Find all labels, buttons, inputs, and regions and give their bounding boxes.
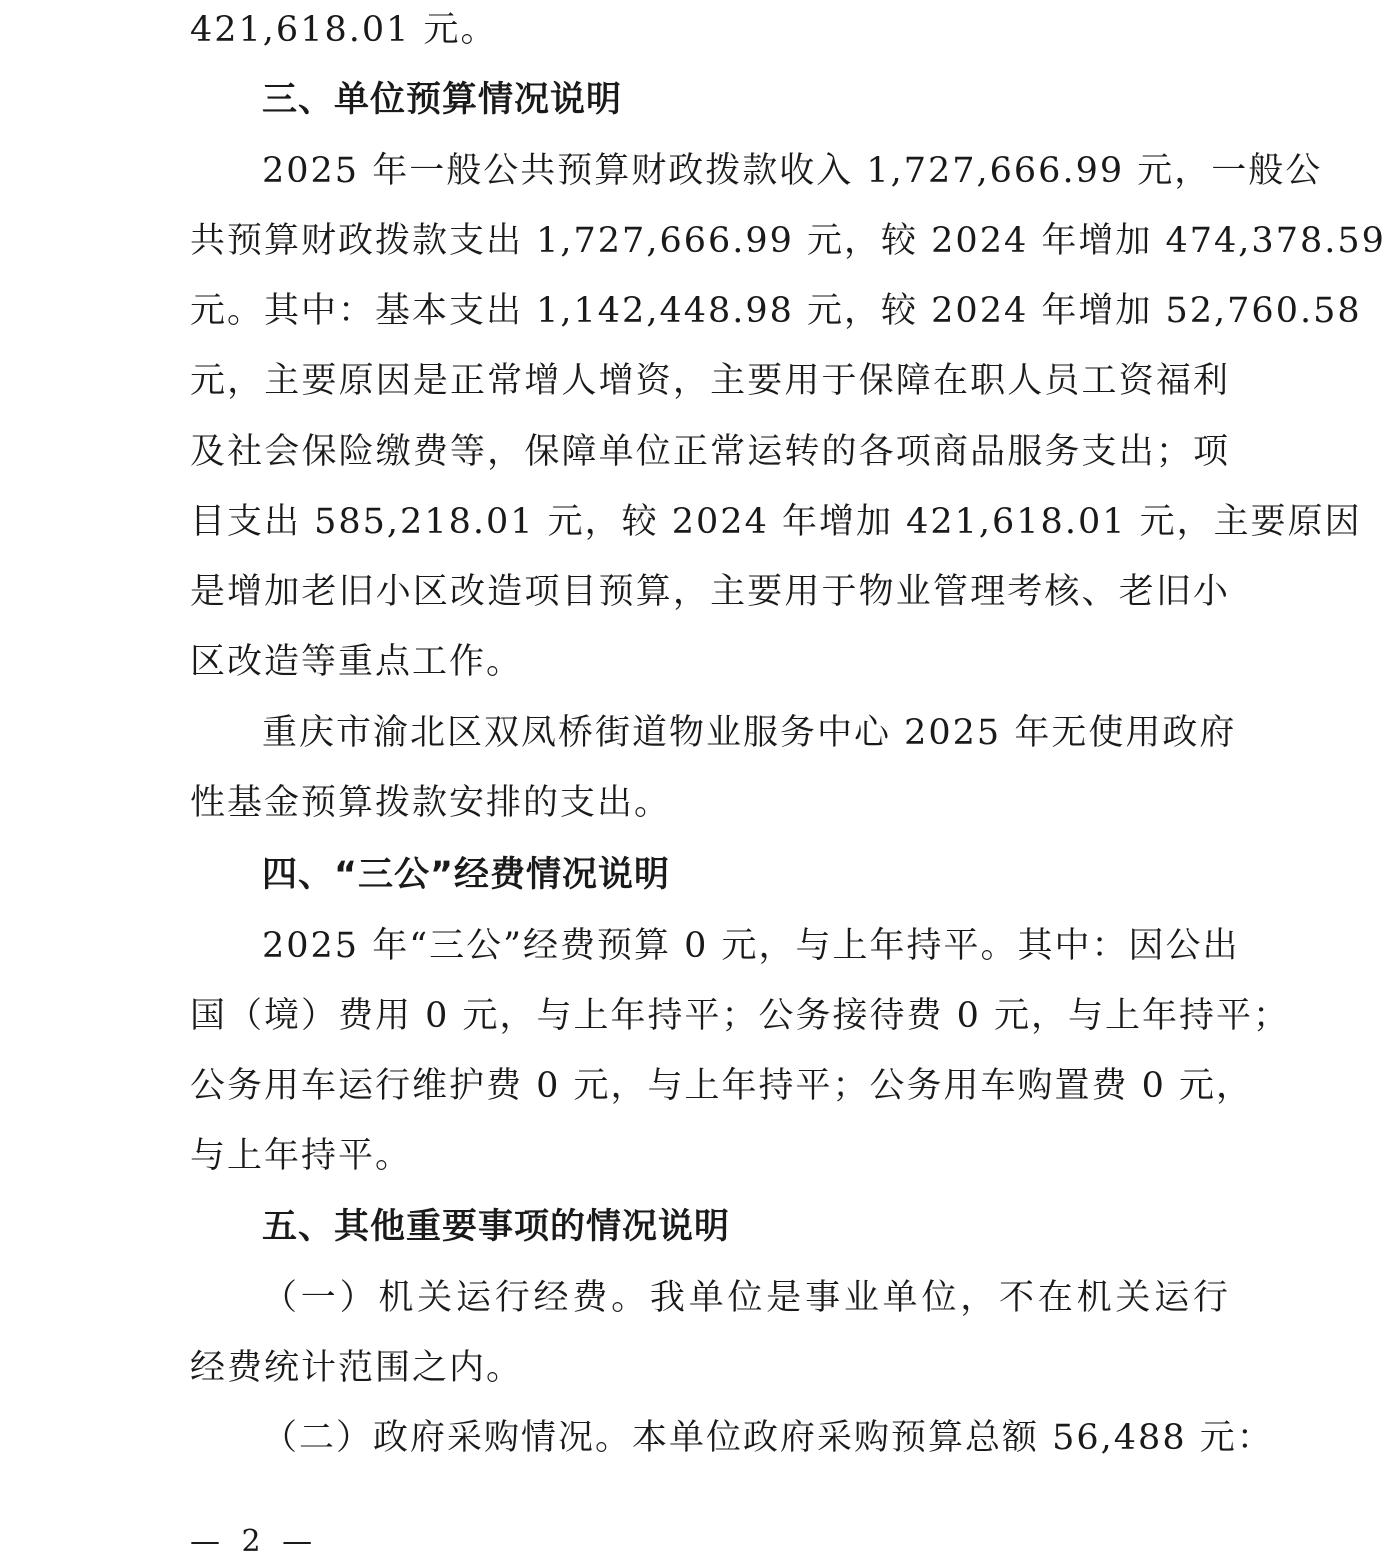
body-line: 是增加老旧小区改造项目预算，主要用于物业管理考核、老旧小 [190,572,1230,612]
page-number: — 2 — [190,1524,319,1559]
body-line: 共预算财政拨款支出 1,727,666.99 元，较 2024 年增加 474,378.59 [190,221,1386,261]
body-line: 区改造等重点工作。 [190,642,524,682]
body-line: 国（境）费用 0 元，与上年持平；公务接待费 0 元，与上年持平； [190,996,1291,1036]
body-line: 421,618.01 元。 [190,10,498,50]
body-line: 与上年持平。 [190,1136,413,1176]
body-line: 2025 年一般公共预算财政拨款收入 1,727,666.99 元，一般公 [262,151,1323,191]
body-line: 元。其中：基本支出 1,142,448.98 元，较 2024 年增加 52,760.58 [190,291,1362,331]
section-heading: 四、“三公”经费情况说明 [262,855,671,895]
body-line: 重庆市渝北区双凤桥街道物业服务中心 2025 年无使用政府 [262,713,1237,753]
body-line: 2025 年“三公”经费预算 0 元，与上年持平。其中：因公出 [262,926,1240,966]
body-line: 性基金预算拨款安排的支出。 [190,783,672,823]
body-line: 公务用车运行维护费 0 元，与上年持平；公务用车购置费 0 元， [190,1066,1254,1106]
body-line: 及社会保险缴费等，保障单位正常运转的各项商品服务支出；项 [190,432,1230,472]
body-line: 目支出 585,218.01 元，较 2024 年增加 421,618.01 元，主要原因 [190,502,1362,542]
body-line: 经费统计范围之内。 [190,1348,524,1388]
section-heading: 三、单位预算情况说明 [262,80,623,120]
body-line: （二）政府采购情况。本单位政府采购预算总额 56,488 元： [262,1418,1274,1458]
section-heading: 五、其他重要事项的情况说明 [262,1207,731,1247]
body-line: （一）机关运行经费。我单位是事业单位，不在机关运行 [262,1278,1230,1318]
body-line: 元，主要原因是正常增人增资，主要用于保障在职人员工资福利 [190,361,1230,401]
